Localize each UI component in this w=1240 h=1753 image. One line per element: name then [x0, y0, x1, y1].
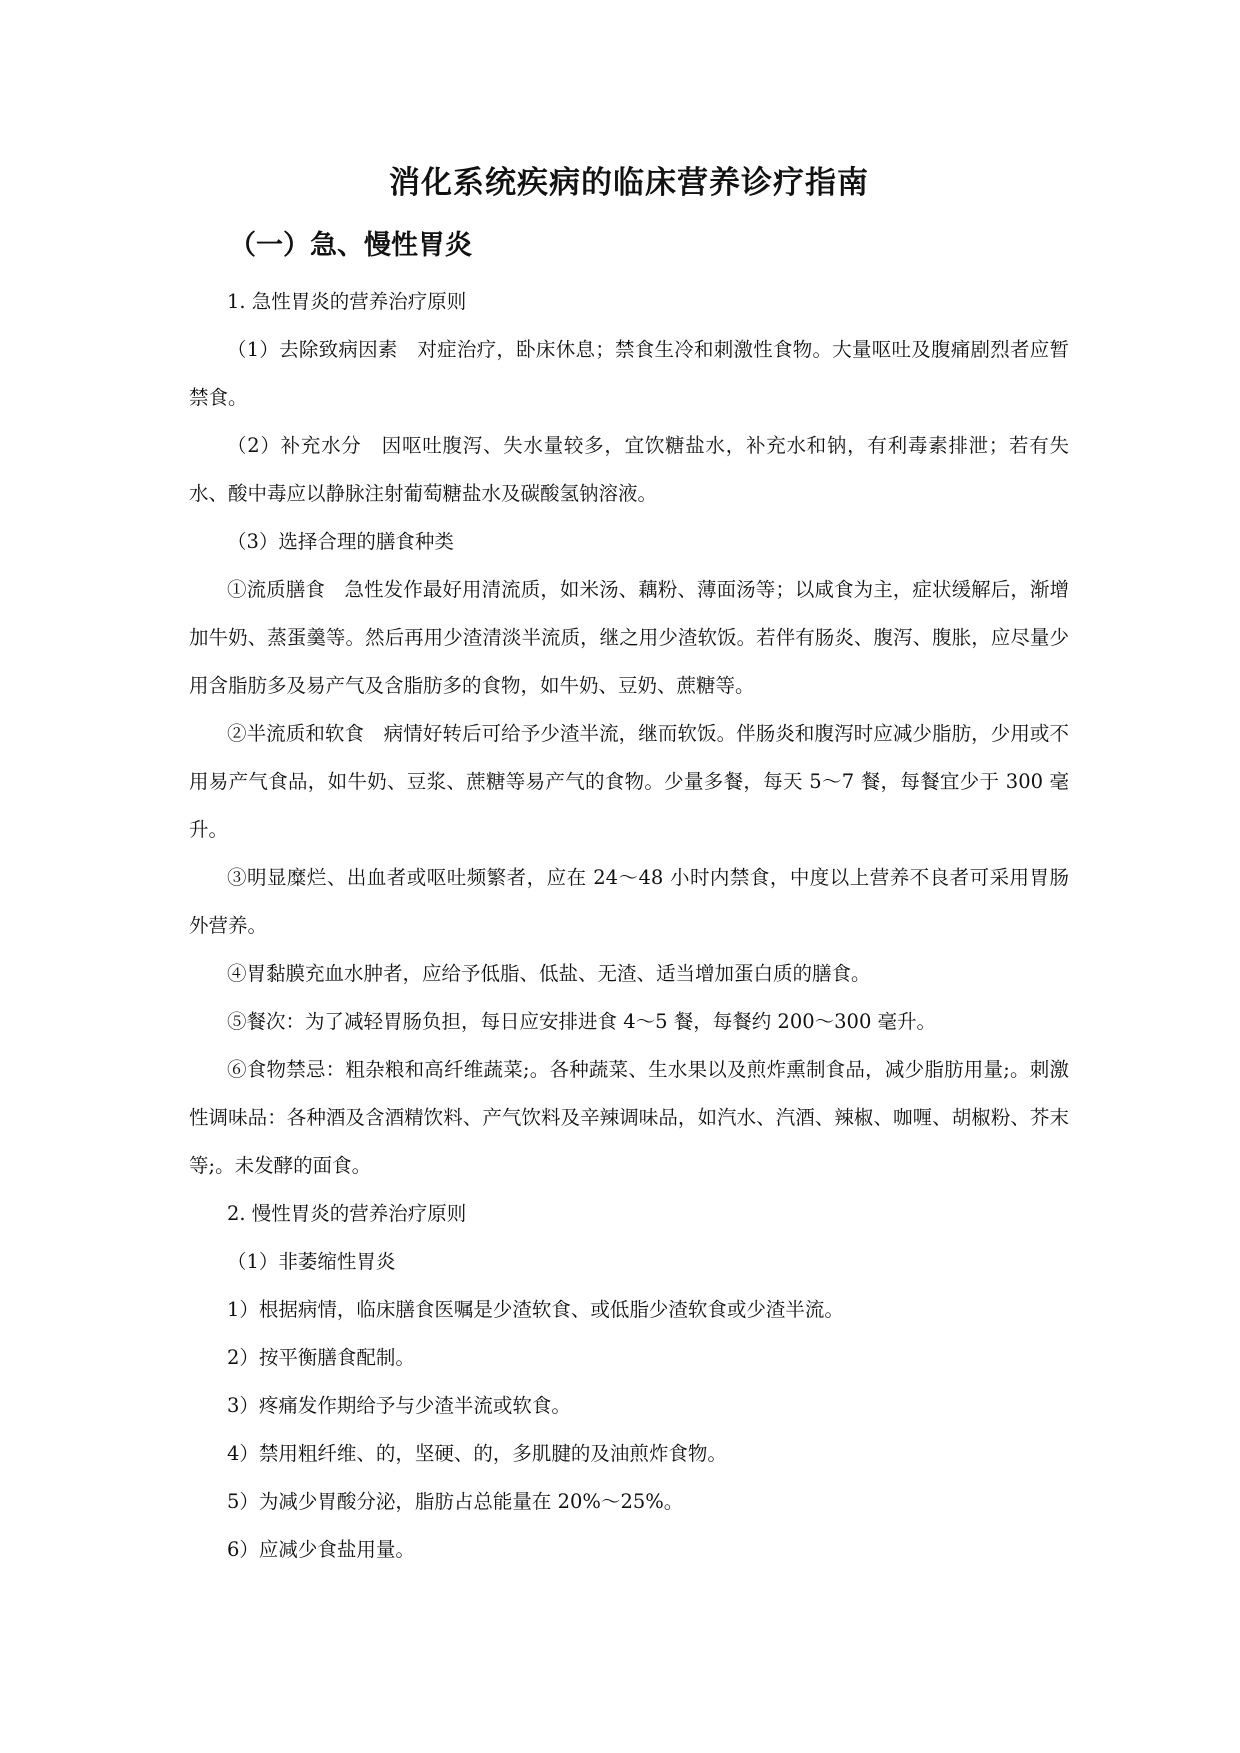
paragraph-liquid-diet: ①流质膳食 急性发作最好用清流质，如米汤、藕粉、薄面汤等；以咸食为主，症状缓解后，渐增加牛奶、蒸蛋羹等。然后再用少渣清淡半流质，继之用少渣软饭。若伴有肠炎、腹泻、腹胀，应尽量少用含脂肪多及易产气及含脂肪多的食物，如牛奶、豆奶、蔗糖等。	[189, 578, 1069, 697]
paragraph-replenish-water: （2）补充水分 因呕吐腹泻、失水量较多，宜饮糖盐水，补充水和钠，有利毒素排泄；若有失水、酸中毒应以静脉注射葡萄糖盐水及碳酸氢钠溶液。	[189, 434, 1069, 505]
paragraph-remove-causes: （1）去除致病因素 对症治疗，卧床休息；禁食生冷和刺激性食物。大量呕吐及腹痛剧烈者应暂禁食。	[189, 338, 1069, 409]
subheading-acute-principles: 1. 急性胃炎的营养治疗原则	[227, 290, 467, 313]
page-title: 消化系统疾病的临床营养诊疗指南	[389, 165, 869, 201]
list-item-3: 3）疼痛发作期给予与少渣半流或软食。	[227, 1394, 571, 1417]
list-item-2: 2）按平衡膳食配制。	[227, 1346, 415, 1369]
list-item-6: 6）应减少食盐用量。	[227, 1538, 415, 1561]
subheading-chronic-principles: 2. 慢性胃炎的营养治疗原则	[227, 1202, 467, 1225]
list-item-1: 1）根据病情，临床膳食医嘱是少渣软食、或低脂少渣软食或少渣半流。	[227, 1298, 844, 1321]
paragraph-non-atrophic: （1）非萎缩性胃炎	[227, 1250, 396, 1273]
paragraph-erosion-bleeding: ③明显糜烂、出血者或呕吐频繁者，应在 24～48 小时内禁食，中度以上营养不良者可采用胃肠外营养。	[189, 866, 1069, 937]
paragraph-semi-liquid-diet: ②半流质和软食 病情好转后可给予少渣半流，继而软饭。伴肠炎和腹泻时应减少脂肪，少用或不用易产气食品，如牛奶、豆浆、蔗糖等易产气的食物。少量多餐，每天 5～7 餐，每餐宜少于 300 毫升。	[189, 722, 1069, 841]
paragraph-food-taboos: ⑥食物禁忌：粗杂粮和高纤维蔬菜;。各种蔬菜、生水果以及煎炸熏制食品，减少脂肪用量;。刺激性调味品：各种酒及含酒精饮料、产气饮料及辛辣调味品，如汽水、汽酒、辣椒、咖喱、胡椒粉、芥末等;。未发酵的面食。	[189, 1058, 1069, 1177]
list-item-4: 4）禁用粗纤维、的，坚硬、的，多肌腱的及油煎炸食物。	[227, 1442, 727, 1465]
paragraph-mucosa-edema: ④胃黏膜充血水肿者，应给予低脂、低盐、无渣、适当增加蛋白质的膳食。	[227, 962, 871, 985]
paragraph-meal-frequency: ⑤餐次：为了减轻胃肠负担，每日应安排进食 4～5 餐，每餐约 200～300 毫升。	[227, 1010, 937, 1033]
list-item-5: 5）为减少胃酸分泌，脂肪占总能量在 20%～25%。	[227, 1490, 684, 1513]
paragraph-diet-choice: （3）选择合理的膳食种类	[227, 530, 454, 553]
section-heading: （一）急、慢性胃炎	[229, 230, 472, 261]
